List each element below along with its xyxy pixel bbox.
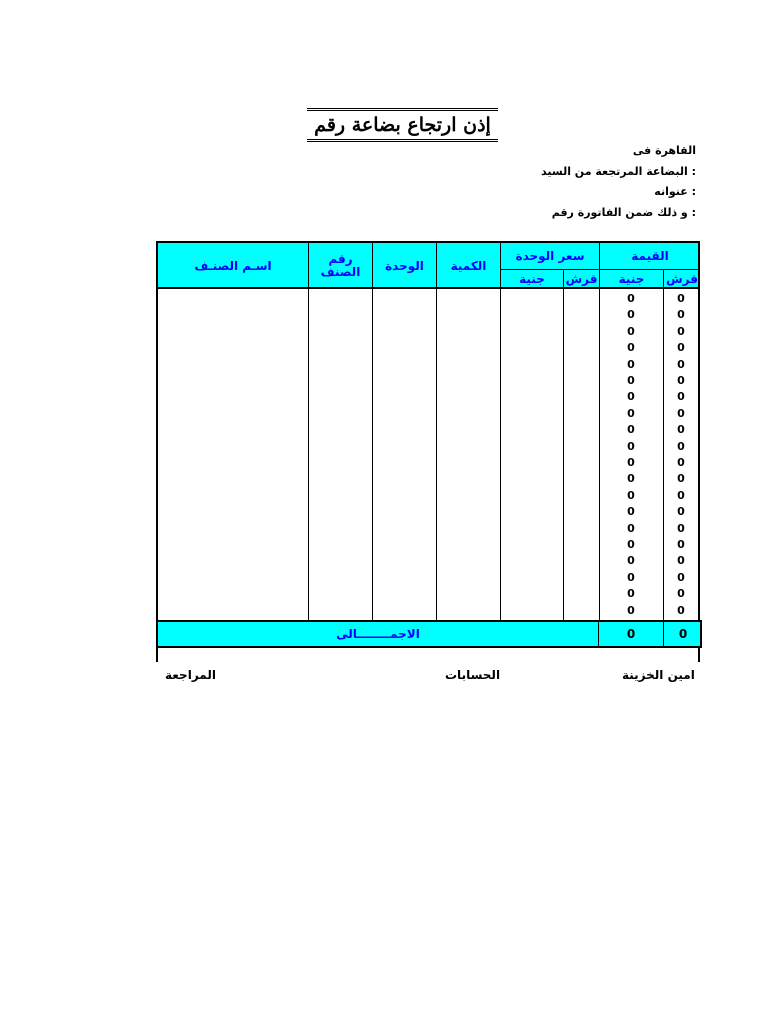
- row-value-piaster: 0: [677, 472, 685, 486]
- row-value-pound: 0: [627, 308, 635, 322]
- header-unit-price-piaster: قرش: [565, 272, 598, 286]
- row-value-pound: 0: [627, 570, 635, 584]
- row-value-pound: 0: [627, 324, 635, 338]
- header-unit-price: سعر الوحدة: [515, 248, 585, 263]
- row-value-pound: 0: [627, 472, 635, 486]
- row-value-piaster: 0: [677, 374, 685, 387]
- row-value-piaster: 0: [677, 406, 685, 420]
- row-value-pound: 0: [627, 521, 635, 535]
- row-value-piaster: 0: [677, 341, 685, 355]
- invoice-line: : و ذلك ضمن الفاتورة رقم: [551, 206, 696, 219]
- row-value-piaster: 0: [677, 521, 685, 535]
- row-value-pound: 0: [627, 554, 635, 568]
- row-value-piaster: 0: [677, 505, 685, 519]
- row-value-pound: 0: [627, 341, 635, 355]
- row-value-piaster: 0: [677, 456, 685, 469]
- returned-from-line: : البضاعة المرتجعة من السيد: [541, 165, 696, 178]
- treasurer-signature: امين الخزينة: [622, 668, 695, 682]
- header-unit: الوحدة: [385, 258, 424, 273]
- row-value-piaster: 0: [677, 324, 685, 338]
- header-value-pound: جنية: [618, 272, 645, 286]
- row-value-piaster: 0: [677, 390, 685, 404]
- row-value-pound: 0: [627, 423, 635, 437]
- row-value-pound: 0: [627, 292, 635, 305]
- table-body: [156, 289, 700, 662]
- row-value-piaster: 0: [677, 423, 685, 437]
- page-title: إذن ارتجاع بضاعة رقم: [314, 114, 491, 136]
- header-value-piaster: قرش: [666, 272, 698, 286]
- row-value-pound: 0: [627, 488, 635, 502]
- row-value-piaster: 0: [677, 570, 685, 584]
- row-value-piaster: 0: [677, 488, 685, 502]
- row-value-pound: 0: [627, 439, 635, 453]
- row-value-pound: 0: [627, 456, 635, 469]
- row-value-pound: 0: [627, 390, 635, 404]
- total-pound: 0: [626, 627, 636, 641]
- row-value-pound: 0: [627, 603, 635, 617]
- row-value-pound: 0: [627, 406, 635, 420]
- review-signature: المراجعة: [165, 668, 216, 682]
- row-value-pound: 0: [627, 538, 635, 551]
- header-item-number: رقم الصنف: [320, 252, 361, 279]
- table-header: [156, 241, 700, 289]
- accounts-signature: الحسابات: [445, 668, 501, 682]
- address-line: : عنوانه: [654, 185, 696, 198]
- row-value-pound: 0: [627, 587, 635, 601]
- row-value-piaster: 0: [677, 292, 685, 305]
- row-value-piaster: 0: [677, 357, 685, 371]
- row-value-piaster: 0: [677, 554, 685, 568]
- row-value-piaster: 0: [677, 538, 685, 551]
- total-piaster: 0: [678, 627, 688, 641]
- total-label: الاجمــــــــالى: [336, 627, 420, 641]
- row-value-pound: 0: [627, 357, 635, 371]
- total-row: [156, 620, 702, 648]
- header-value: القيمة: [631, 248, 669, 263]
- row-value-pound: 0: [627, 374, 635, 387]
- items-table: [156, 241, 700, 648]
- row-value-pound: 0: [627, 505, 635, 519]
- row-value-piaster: 0: [677, 308, 685, 322]
- header-item-name: اسـم الصنـف: [194, 258, 272, 273]
- title-box: [307, 108, 498, 142]
- header-unit-price-pound: جنية: [519, 272, 545, 286]
- row-value-piaster: 0: [677, 439, 685, 453]
- header-quantity: الكمية: [450, 258, 487, 273]
- row-value-piaster: 0: [677, 603, 685, 617]
- date-line: القاهرة فى: [632, 144, 696, 157]
- row-value-piaster: 0: [677, 587, 685, 601]
